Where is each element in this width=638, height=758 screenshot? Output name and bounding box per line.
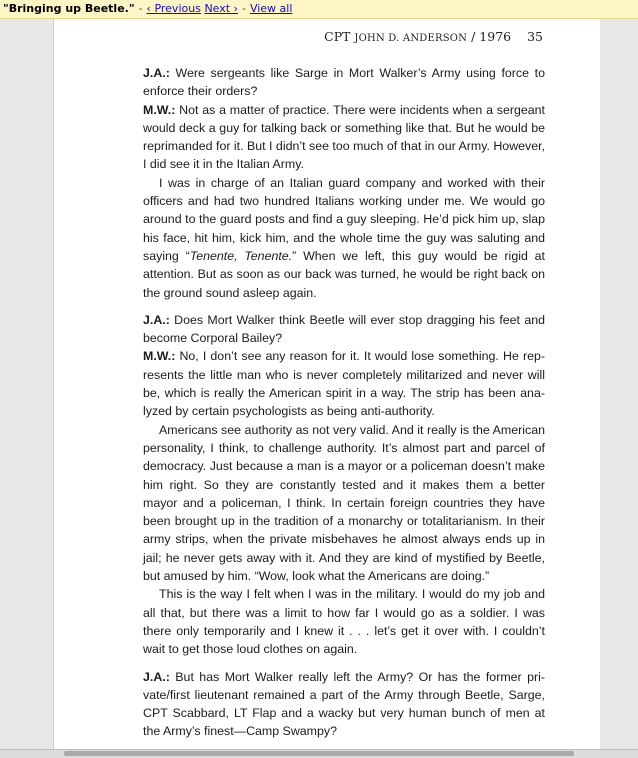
book-page (54, 19, 600, 750)
running-head (324, 29, 543, 44)
paragraph-text: ” When we left, this guy would be rigid at attention. But as soon as our back was turned, he would be right back on the ground sound asleep again. (143, 248, 546, 300)
page-text (143, 64, 545, 741)
paragraph-text: Not as a matter of practice. There were incidents when a sergeant would deck a guy for talking back or something like that. But he would be reprimanded for it. But I didn’t see too much of that in our Army. However, I did see it in the Italian Army. (143, 102, 545, 172)
speaker-label: J.A.: (143, 669, 170, 684)
paragraph (143, 174, 545, 302)
paragraph (143, 585, 545, 658)
book-title: "Bringing up Beetle." (3, 2, 135, 15)
paragraph-text: I was in charge of an Italian guard company and worked with their officers and had two hundred Italians working under me. We would go around to the guard posts and find a guy sleeping. He’d pick him up, slap his face, hit him, kick him, and the whole time the guy was saluting and saying “ (143, 175, 545, 263)
header-rank: CPT (324, 29, 351, 44)
view-all-link[interactable]: View all (249, 2, 293, 15)
paragraph-text: Were sergeants like Sarge in Mort Walker’s Army using force to enforce their orders? (143, 66, 545, 99)
italic-quote: Tenente, Tenente. (189, 248, 293, 263)
scrollbar-thumb[interactable] (64, 751, 574, 756)
speaker-label: M.W.: (143, 102, 176, 117)
speaker-label: M.W.: (143, 349, 176, 364)
header-year: / 1976 (471, 29, 512, 44)
paragraph (143, 668, 545, 741)
page-number: 35 (527, 29, 543, 44)
paragraph (143, 421, 545, 586)
paragraph-text: Does Mort Walker think Beetle will ever stop dragging his feet and become Corporal Bailey? (143, 312, 545, 346)
nav-separator: - (138, 2, 143, 15)
paragraph-text: This is the way I felt when I was in the military. I would do my job and all that, but there was a limit to how far I would go as a soldier. I was there only temporarily and I knew it . . . let’s get it over with. I couldn’t wait to get those loud clothes on again. (143, 587, 545, 657)
paragraph (143, 101, 545, 174)
paragraph (143, 64, 545, 101)
paragraph-text: Americans see authority as not very valid. And it really is the American personality, I think, to challenge authority. It’s almost part and parcel of democracy. Just because a man is a mayor or a policeman doesn’t make him right. So they are constantly tested and it makes them a better mayor and a policeman, I think. In certain foreign countries they have been brought up in the tradition of a monarchy or totalitarianism. In their army strips, when the private misbehaves he almost always ends up in jail; he never gets away with it. And they are kind of mystified by Beetle, but amused by him. “Wow, look what the Americans are doing.” (143, 422, 545, 584)
paragraph-text: But has Mort Walker really left the Army? Or has the former private/first lieutenant remained a part of the Army through Beetle, Sarge, CPT Scabbard, LT Flap and a wacky but very human bunch of men at the Army’s finest—Camp Swampy? (143, 669, 545, 739)
horizontal-scrollbar[interactable] (0, 749, 638, 758)
next-page-link[interactable]: Next › (204, 2, 238, 15)
speaker-label: J.A.: (143, 66, 170, 80)
previous-page-link[interactable]: ‹ Previous (146, 2, 201, 15)
header-author: JOHN D. ANDERSON (354, 33, 468, 44)
right-margin (599, 19, 638, 750)
paragraph (143, 311, 545, 348)
paragraph-text: No, I don’t see any reason for it. It would lose something. He represents the little man who is never completely militarized and never will be, which is really the American spirit in a way. The strip has been analyzed by certain psychologists as being anti-authority. (143, 349, 545, 419)
nav-separator: - (241, 2, 246, 15)
book-nav-bar (0, 0, 638, 19)
left-margin (0, 19, 54, 750)
speaker-label: J.A.: (143, 312, 170, 327)
paragraph (143, 347, 545, 420)
